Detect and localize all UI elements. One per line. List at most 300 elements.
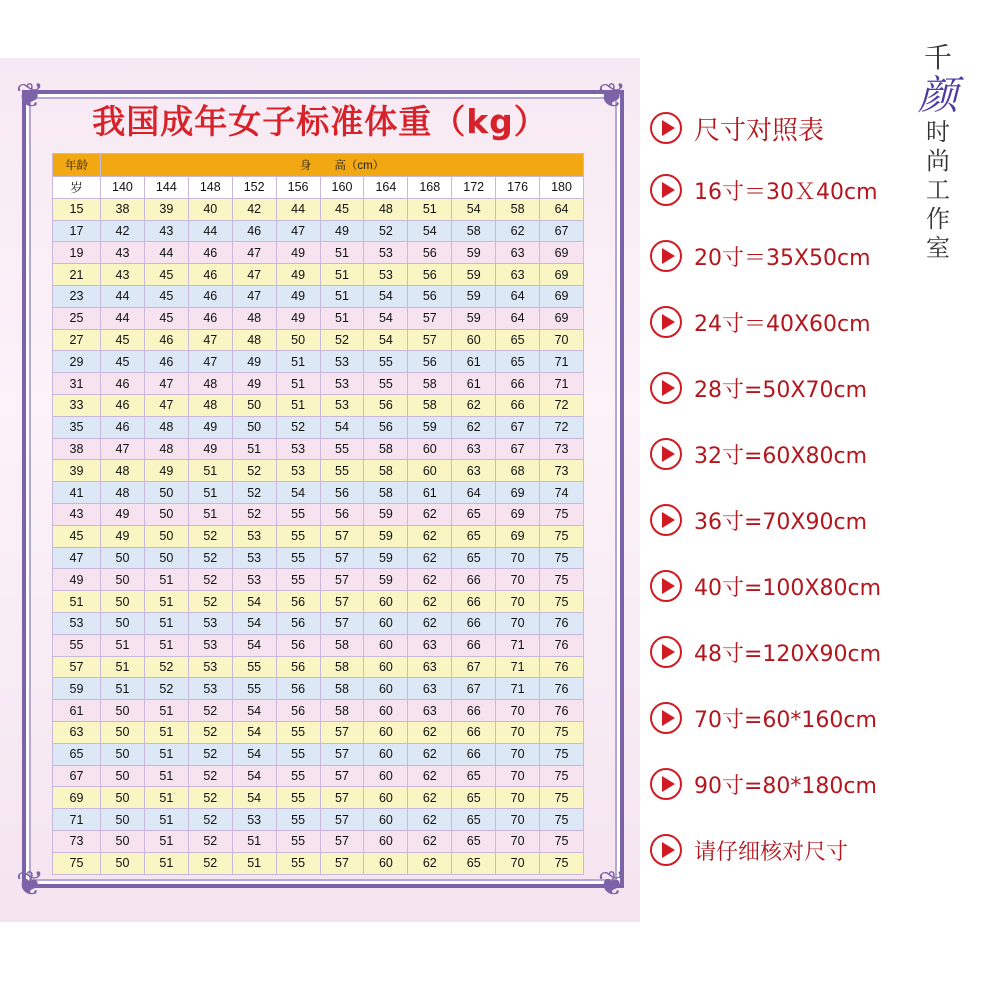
weight-cell: 47: [144, 373, 188, 395]
weight-cell: 67: [452, 678, 496, 700]
corner-ornament-icon: ❦: [597, 864, 627, 904]
table-row: [53, 787, 584, 809]
weight-cell: 75: [540, 809, 584, 831]
weight-cell: 54: [232, 765, 276, 787]
age-cell: 69: [53, 787, 101, 809]
weight-cell: 52: [188, 852, 232, 874]
age-cell: 43: [53, 503, 101, 525]
table-row: [53, 373, 584, 395]
age-cell: 35: [53, 416, 101, 438]
age-cell: 59: [53, 678, 101, 700]
size-item-label: 90寸=80*180cm: [694, 773, 877, 799]
weight-cell: 46: [188, 242, 232, 264]
weight-cell: 60: [364, 765, 408, 787]
weight-cell: 52: [144, 656, 188, 678]
height-weight-poster: [0, 58, 640, 922]
weight-cell: 56: [276, 634, 320, 656]
height-col-header: 140: [101, 177, 145, 199]
weight-cell: 62: [408, 612, 452, 634]
age-cell: 25: [53, 307, 101, 329]
weight-cell: 71: [496, 634, 540, 656]
age-cell: 39: [53, 460, 101, 482]
weight-cell: 54: [232, 700, 276, 722]
weight-cell: 56: [276, 656, 320, 678]
weight-cell: 58: [364, 438, 408, 460]
size-item-label: 28寸=50X70cm: [694, 377, 868, 403]
weight-cell: 62: [496, 220, 540, 242]
age-cell: 41: [53, 482, 101, 504]
table-row: [53, 198, 584, 220]
weight-cell: 51: [320, 307, 364, 329]
weight-cell: 51: [144, 787, 188, 809]
corner-ornament-icon: ❦: [597, 76, 627, 116]
weight-cell: 52: [188, 721, 232, 743]
weight-cell: 51: [144, 721, 188, 743]
weight-cell: 51: [144, 852, 188, 874]
weight-cell: 51: [320, 285, 364, 307]
height-col-header: 152: [232, 177, 276, 199]
weight-cell: 70: [496, 809, 540, 831]
weight-cell: 59: [452, 242, 496, 264]
table-row: [53, 721, 584, 743]
weight-cell: 52: [232, 482, 276, 504]
weight-cell: 60: [452, 329, 496, 351]
weight-cell: 65: [452, 787, 496, 809]
weight-cell: 70: [496, 700, 540, 722]
weight-cell: 66: [452, 634, 496, 656]
size-item: [650, 500, 867, 540]
weight-cell: 56: [276, 678, 320, 700]
corner-ornament-icon: ❦: [15, 76, 45, 116]
weight-cell: 52: [364, 220, 408, 242]
weight-cell: 55: [276, 852, 320, 874]
weight-cell: 60: [364, 591, 408, 613]
height-col-header: 164: [364, 177, 408, 199]
weight-cell: 56: [408, 285, 452, 307]
table-row: [53, 634, 584, 656]
height-col-header: 144: [144, 177, 188, 199]
weight-cell: 65: [496, 351, 540, 373]
weight-cell: 48: [188, 373, 232, 395]
weight-cell: 70: [496, 765, 540, 787]
weight-cell: 75: [540, 721, 584, 743]
age-cell: 31: [53, 373, 101, 395]
weight-cell: 70: [496, 852, 540, 874]
weight-cell: 60: [408, 460, 452, 482]
weight-cell: 51: [144, 634, 188, 656]
weight-cell: 51: [144, 743, 188, 765]
weight-cell: 73: [540, 438, 584, 460]
arrow-right-icon: [650, 240, 682, 272]
age-cell: 23: [53, 285, 101, 307]
weight-cell: 50: [101, 700, 145, 722]
weight-cell: 52: [188, 525, 232, 547]
weight-cell: 71: [496, 678, 540, 700]
weight-cell: 53: [364, 264, 408, 286]
weight-cell: 56: [364, 394, 408, 416]
weight-cell: 50: [232, 416, 276, 438]
size-item: [650, 632, 881, 672]
weight-cell: 51: [276, 394, 320, 416]
weight-cell: 71: [540, 373, 584, 395]
weight-cell: 56: [276, 591, 320, 613]
weight-cell: 56: [276, 700, 320, 722]
table-row: [53, 591, 584, 613]
weight-cell: 48: [101, 482, 145, 504]
weight-cell: 58: [364, 482, 408, 504]
weight-cell: 59: [364, 503, 408, 525]
table-row: [53, 460, 584, 482]
weight-cell: 53: [232, 809, 276, 831]
weight-cell: 59: [452, 264, 496, 286]
weight-cell: 56: [408, 242, 452, 264]
weight-cell: 69: [540, 285, 584, 307]
weight-cell: 43: [101, 242, 145, 264]
weight-cell: 51: [144, 765, 188, 787]
weight-cell: 51: [101, 656, 145, 678]
weight-cell: 62: [408, 787, 452, 809]
age-cell: 19: [53, 242, 101, 264]
weight-cell: 39: [144, 198, 188, 220]
weight-cell: 51: [320, 242, 364, 264]
weight-cell: 69: [496, 525, 540, 547]
weight-cell: 59: [452, 285, 496, 307]
weight-cell: 57: [320, 525, 364, 547]
weight-cell: 44: [101, 307, 145, 329]
weight-cell: 51: [276, 373, 320, 395]
age-cell: 17: [53, 220, 101, 242]
size-item-label: 16寸＝30Ｘ40cm: [694, 179, 878, 205]
weight-cell: 46: [188, 264, 232, 286]
weight-cell: 52: [188, 569, 232, 591]
brand-char-1: 千: [923, 41, 952, 74]
weight-cell: 44: [144, 242, 188, 264]
height-header: 身 高（cm）: [101, 154, 584, 177]
weight-cell: 62: [452, 394, 496, 416]
age-cell: 29: [53, 351, 101, 373]
size-item-label: 32寸=60X80cm: [694, 443, 868, 469]
weight-cell: 74: [540, 482, 584, 504]
size-item: [650, 236, 871, 276]
weight-cell: 49: [188, 438, 232, 460]
weight-cell: 73: [540, 460, 584, 482]
weight-cell: 70: [540, 329, 584, 351]
weight-table-body: [53, 198, 584, 874]
weight-cell: 56: [408, 351, 452, 373]
age-cell: 73: [53, 830, 101, 852]
brand-char-2: 颜: [918, 73, 958, 119]
weight-cell: 55: [320, 460, 364, 482]
weight-cell: 76: [540, 656, 584, 678]
weight-cell: 58: [320, 656, 364, 678]
weight-cell: 51: [232, 438, 276, 460]
table-row: [53, 656, 584, 678]
weight-cell: 46: [101, 373, 145, 395]
weight-cell: 50: [101, 547, 145, 569]
weight-cell: 51: [320, 264, 364, 286]
weight-cell: 50: [101, 765, 145, 787]
weight-cell: 69: [496, 503, 540, 525]
weight-cell: 65: [496, 329, 540, 351]
weight-cell: 56: [364, 416, 408, 438]
weight-cell: 49: [101, 503, 145, 525]
weight-cell: 57: [320, 765, 364, 787]
weight-cell: 70: [496, 721, 540, 743]
age-cell: 15: [53, 198, 101, 220]
table-row: [53, 612, 584, 634]
arrow-right-icon: [650, 306, 682, 338]
height-col-header: 168: [408, 177, 452, 199]
weight-cell: 62: [408, 503, 452, 525]
age-cell: 55: [53, 634, 101, 656]
weight-cell: 52: [144, 678, 188, 700]
weight-cell: 54: [408, 220, 452, 242]
weight-cell: 58: [452, 220, 496, 242]
size-item-label: 40寸=100X80cm: [694, 575, 882, 601]
weight-cell: 57: [320, 809, 364, 831]
weight-cell: 47: [188, 329, 232, 351]
size-item: [650, 170, 878, 210]
corner-ornament-icon: ❦: [15, 864, 45, 904]
weight-cell: 43: [101, 264, 145, 286]
age-cell: 61: [53, 700, 101, 722]
weight-cell: 47: [276, 220, 320, 242]
weight-cell: 50: [101, 591, 145, 613]
weight-cell: 55: [364, 351, 408, 373]
weight-cell: 65: [452, 809, 496, 831]
weight-cell: 62: [408, 743, 452, 765]
weight-cell: 59: [364, 525, 408, 547]
table-row: [53, 852, 584, 874]
weight-cell: 63: [452, 460, 496, 482]
weight-cell: 53: [320, 394, 364, 416]
weight-cell: 52: [320, 329, 364, 351]
size-item-label: 24寸＝40X60cm: [694, 311, 871, 337]
size-heading-label: 尺寸对照表: [694, 115, 825, 146]
weight-cell: 57: [408, 329, 452, 351]
weight-cell: 58: [408, 394, 452, 416]
weight-cell: 53: [188, 634, 232, 656]
weight-cell: 53: [188, 678, 232, 700]
weight-cell: 61: [452, 351, 496, 373]
weight-cell: 46: [101, 416, 145, 438]
size-item-label: 48寸=120X90cm: [694, 641, 882, 667]
arrow-right-icon: [650, 174, 682, 206]
arrow-right-icon: [650, 372, 682, 404]
weight-cell: 64: [496, 307, 540, 329]
weight-cell: 48: [232, 307, 276, 329]
weight-cell: 51: [144, 569, 188, 591]
table-row: [53, 678, 584, 700]
weight-cell: 72: [540, 394, 584, 416]
weight-cell: 52: [188, 547, 232, 569]
weight-cell: 64: [496, 285, 540, 307]
weight-cell: 75: [540, 852, 584, 874]
weight-cell: 59: [408, 416, 452, 438]
weight-cell: 50: [101, 569, 145, 591]
weight-cell: 50: [101, 721, 145, 743]
weight-cell: 52: [188, 809, 232, 831]
weight-cell: 53: [320, 373, 364, 395]
weight-cell: 54: [232, 787, 276, 809]
arrow-right-icon: [650, 570, 682, 602]
weight-cell: 49: [188, 416, 232, 438]
weight-cell: 49: [320, 220, 364, 242]
weight-cell: 44: [276, 198, 320, 220]
weight-cell: 70: [496, 569, 540, 591]
weight-cell: 52: [188, 591, 232, 613]
weight-cell: 57: [320, 743, 364, 765]
weight-cell: 48: [101, 460, 145, 482]
weight-cell: 47: [101, 438, 145, 460]
weight-table-container: [52, 153, 584, 875]
table-row: [53, 547, 584, 569]
weight-cell: 75: [540, 525, 584, 547]
weight-cell: 56: [320, 503, 364, 525]
weight-cell: 45: [101, 329, 145, 351]
weight-cell: 66: [452, 721, 496, 743]
brand-vertical-char: 工: [926, 176, 950, 204]
height-col-header: 180: [540, 177, 584, 199]
weight-cell: 75: [540, 787, 584, 809]
weight-cell: 63: [408, 634, 452, 656]
weight-cell: 51: [144, 830, 188, 852]
weight-cell: 75: [540, 765, 584, 787]
table-row: [53, 307, 584, 329]
table-row: [53, 394, 584, 416]
table-row: [53, 765, 584, 787]
weight-cell: 75: [540, 569, 584, 591]
table-row: [53, 438, 584, 460]
weight-cell: 65: [452, 525, 496, 547]
weight-cell: 57: [320, 721, 364, 743]
table-row: [53, 329, 584, 351]
arrow-right-icon: [650, 636, 682, 668]
size-item-label: 请仔细核对尺寸: [694, 839, 849, 865]
brand-vertical-char: 室: [926, 234, 950, 262]
weight-cell: 70: [496, 830, 540, 852]
weight-cell: 54: [320, 416, 364, 438]
weight-cell: 60: [364, 809, 408, 831]
weight-cell: 61: [452, 373, 496, 395]
weight-cell: 52: [232, 460, 276, 482]
weight-cell: 69: [540, 307, 584, 329]
weight-cell: 66: [452, 700, 496, 722]
weight-cell: 51: [144, 700, 188, 722]
weight-cell: 75: [540, 743, 584, 765]
weight-cell: 53: [320, 351, 364, 373]
weight-cell: 47: [188, 351, 232, 373]
weight-cell: 60: [364, 852, 408, 874]
weight-cell: 59: [364, 547, 408, 569]
weight-cell: 49: [232, 373, 276, 395]
weight-cell: 60: [408, 438, 452, 460]
weight-cell: 62: [408, 765, 452, 787]
weight-cell: 45: [320, 198, 364, 220]
weight-cell: 53: [276, 460, 320, 482]
table-row: [53, 569, 584, 591]
weight-cell: 59: [364, 569, 408, 591]
weight-cell: 60: [364, 700, 408, 722]
weight-cell: 59: [452, 307, 496, 329]
weight-cell: 57: [320, 591, 364, 613]
weight-cell: 45: [144, 307, 188, 329]
weight-cell: 46: [188, 307, 232, 329]
table-row: [53, 525, 584, 547]
age-cell: 51: [53, 591, 101, 613]
weight-cell: 76: [540, 612, 584, 634]
weight-cell: 60: [364, 612, 408, 634]
weight-cell: 58: [320, 634, 364, 656]
weight-cell: 58: [408, 373, 452, 395]
weight-cell: 45: [144, 285, 188, 307]
weight-cell: 38: [101, 198, 145, 220]
weight-cell: 50: [144, 525, 188, 547]
size-item-label: 36寸=70X90cm: [694, 509, 868, 535]
weight-cell: 66: [452, 569, 496, 591]
weight-cell: 49: [232, 351, 276, 373]
age-cell: 53: [53, 612, 101, 634]
weight-cell: 64: [540, 198, 584, 220]
weight-cell: 51: [101, 634, 145, 656]
weight-cell: 55: [276, 743, 320, 765]
table-row: [53, 351, 584, 373]
weight-cell: 55: [276, 787, 320, 809]
table-row: [53, 264, 584, 286]
weight-cell: 46: [144, 329, 188, 351]
height-col-header: 176: [496, 177, 540, 199]
size-item: [650, 830, 848, 870]
weight-cell: 55: [276, 830, 320, 852]
weight-cell: 50: [101, 787, 145, 809]
weight-cell: 50: [101, 830, 145, 852]
weight-cell: 70: [496, 743, 540, 765]
height-col-header: 160: [320, 177, 364, 199]
weight-cell: 52: [232, 503, 276, 525]
weight-cell: 53: [232, 569, 276, 591]
weight-cell: 76: [540, 634, 584, 656]
weight-cell: 52: [188, 743, 232, 765]
brand-vertical-text: [908, 118, 968, 263]
weight-cell: 54: [232, 591, 276, 613]
weight-cell: 71: [540, 351, 584, 373]
poster-title: 我国成年女子标准体重（kg）: [92, 102, 548, 141]
weight-cell: 40: [188, 198, 232, 220]
brand-vertical-char: 时: [926, 118, 950, 146]
weight-cell: 48: [364, 198, 408, 220]
size-heading: [650, 108, 824, 148]
weight-cell: 71: [496, 656, 540, 678]
weight-cell: 47: [232, 264, 276, 286]
weight-cell: 49: [144, 460, 188, 482]
age-cell: 65: [53, 743, 101, 765]
weight-cell: 53: [276, 438, 320, 460]
weight-cell: 55: [276, 547, 320, 569]
weight-cell: 44: [188, 220, 232, 242]
age-cell: 49: [53, 569, 101, 591]
size-item: [650, 302, 871, 342]
weight-cell: 60: [364, 830, 408, 852]
weight-cell: 51: [232, 830, 276, 852]
weight-cell: 47: [232, 285, 276, 307]
weight-cell: 48: [188, 394, 232, 416]
weight-cell: 49: [276, 307, 320, 329]
weight-cell: 75: [540, 547, 584, 569]
age-cell: 45: [53, 525, 101, 547]
weight-cell: 75: [540, 591, 584, 613]
weight-table: [52, 153, 584, 875]
arrow-right-icon: [650, 834, 682, 866]
